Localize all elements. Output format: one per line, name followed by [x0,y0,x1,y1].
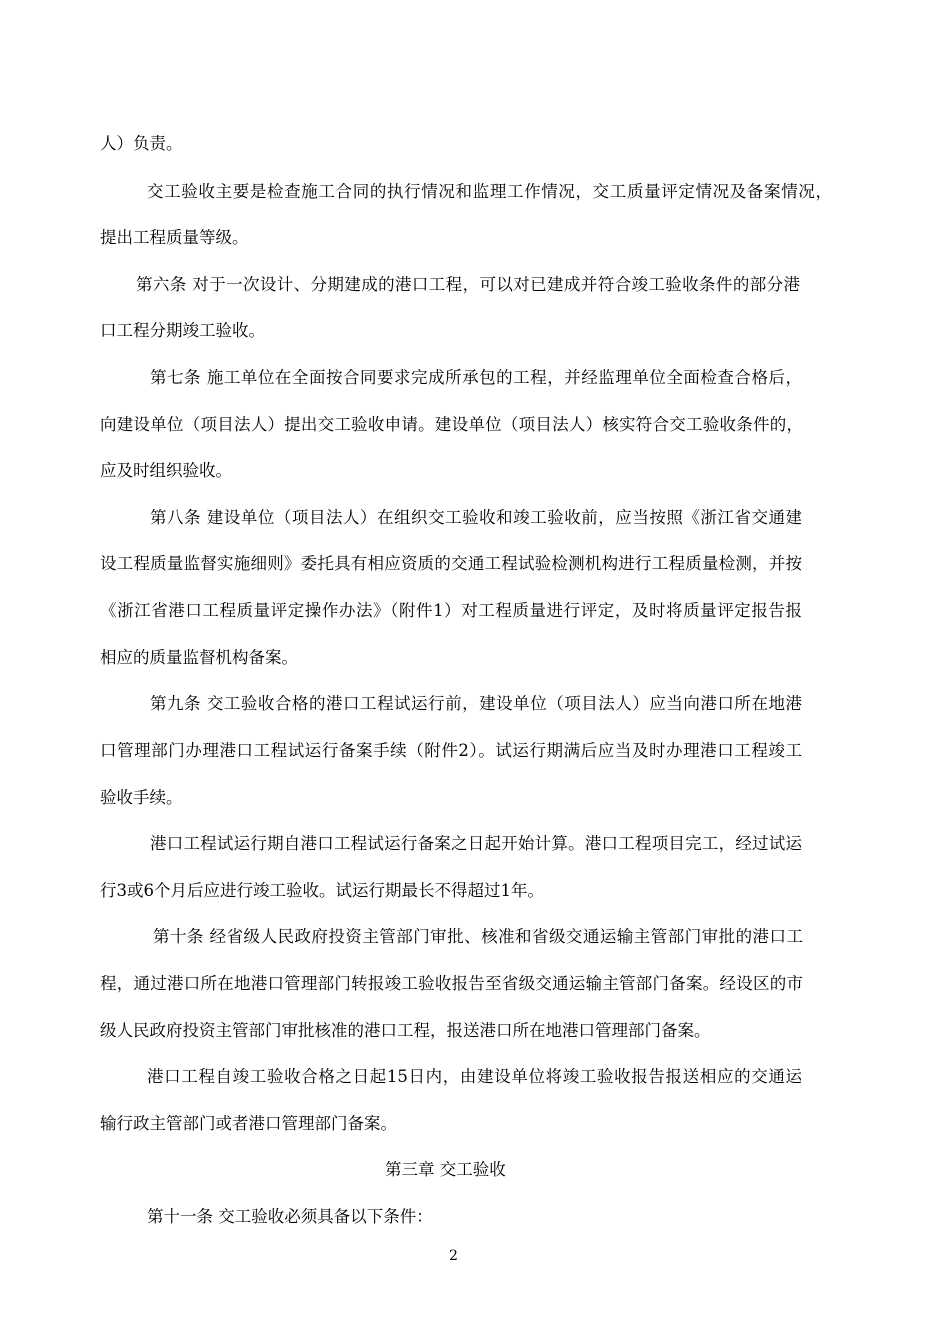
text-line: 交工验收主要是检查施工合同的执行情况和监理工作情况，交工质量评定情况及备案情况， [147,182,832,201]
text-line: 提出工程质量等级。 [100,228,249,247]
text-line: 人）负责。 [100,134,183,153]
text-line: 相应的质量监督机构备案。 [100,648,298,667]
text-line: 行3或6个月后应进行竣工验收。试运行期最长不得超过1年。 [100,881,544,900]
page-number: 2 [449,1248,458,1264]
text-line: 第七条 施工单位在全面按合同要求完成所承包的工程，并经监理单位全面检查合格后， [150,368,802,387]
text-line: 港口工程自竣工验收合格之日起15日内，由建设单位将竣工验收报告报送相应的交通运 [147,1067,802,1086]
chapter-heading: 第三章 交工验收 [385,1160,506,1179]
text-line: 输行政主管部门或者港口管理部门备案。 [100,1114,397,1133]
text-line: 港口工程试运行期自港口工程试运行备案之日起开始计算。港口工程项目完工，经过试运 [150,834,802,853]
text-line: 口管理部门办理港口工程试运行备案手续（附件2）。试运行期满后应当及时办理港口工程竣工 [100,741,802,760]
text-line: 应及时组织验收。 [100,461,232,480]
text-line: 级人民政府投资主管部门审批核准的港口工程，报送港口所在地港口管理部门备案。 [100,1021,711,1040]
text-line: 第六条 对于一次设计、分期建成的港口工程，可以对已建成并符合竣工验收条件的部分港 [136,275,800,294]
text-line: 口工程分期竣工验收。 [100,321,265,340]
text-line: 第八条 建设单位（项目法人）在组织交工验收和竣工验收前，应当按照《浙江省交通建 [150,508,802,527]
text-line: 第九条 交工验收合格的港口工程试运行前，建设单位（项目法人）应当向港口所在地港 [150,694,802,713]
text-line: 程，通过港口所在地港口管理部门转报竣工验收报告至省级交通运输主管部门备案。经设区的市 [100,974,803,993]
text-line: 《浙江省港口工程质量评定操作办法》（附件1）对工程质量进行评定，及时将质量评定报告报 [100,601,802,620]
text-line: 第十条 经省级人民政府投资主管部门审批、核准和省级交通运输主管部门审批的港口工 [153,927,803,946]
text-line: 设工程质量监督实施细则》委托具有相应资质的交通工程试验检测机构进行工程质量检测，并按 [100,554,802,573]
text-line: 第十一条 交工验收必须具备以下条件： [147,1207,433,1226]
text-line: 验收手续。 [100,788,183,807]
text-line: 向建设单位（项目法人）提出交工验收申请。建设单位（项目法人）核实符合交工验收条件的， [100,415,803,434]
